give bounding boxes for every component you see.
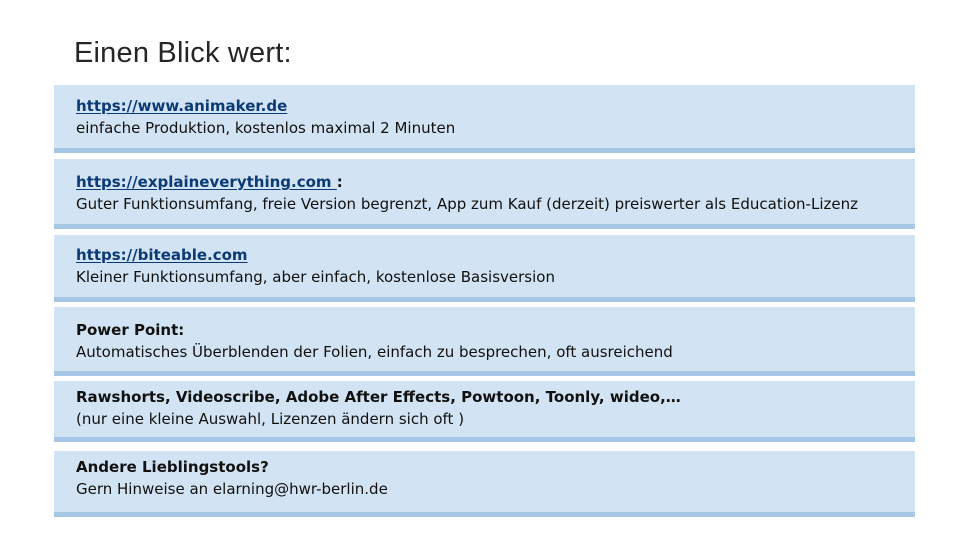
item-heading (76, 245, 915, 267)
tool-item-animaker (54, 85, 915, 153)
explaineverything-link[interactable]: https://explaineverything.com (76, 173, 337, 191)
tool-item-other-tools (54, 381, 915, 442)
item-description: Gern Hinweise an elarning@hwr-berlin.de (76, 479, 388, 498)
item-heading (76, 172, 915, 194)
item-heading (76, 96, 915, 118)
tool-item-explaineverything (54, 159, 915, 229)
tool-item-powerpoint (54, 307, 915, 376)
item-heading: Rawshorts, Videoscribe, Adobe After Effects, Powtoon, Toonly, wideo,… (76, 388, 681, 406)
item-description: Guter Funktionsumfang, freie Version begrenzt, App zum Kauf (derzeit) preiswerter als Education-Lizenz (76, 194, 858, 213)
item-description: (nur eine kleine Auswahl, Lizenzen ändern sich oft ) (76, 409, 465, 428)
item-description: einfache Produktion, kostenlos maximal 2 Minuten (76, 118, 456, 137)
item-heading: Power Point: (76, 321, 185, 339)
item-heading: Andere Lieblingstools? (76, 458, 269, 476)
tool-item-favorites (54, 451, 915, 517)
animaker-link[interactable]: https://www.animaker.de (76, 97, 288, 115)
item-heading-suffix: : (336, 173, 343, 191)
biteable-link[interactable]: https://biteable.com (76, 246, 248, 264)
tool-item-biteable (54, 235, 915, 302)
item-description: Automatisches Überblenden der Folien, einfach zu besprechen, oft ausreichend (76, 342, 673, 361)
item-description: Kleiner Funktionsumfang, aber einfach, kostenlose Basisversion (76, 267, 555, 286)
slide-title: Einen Blick wert: (74, 37, 292, 69)
